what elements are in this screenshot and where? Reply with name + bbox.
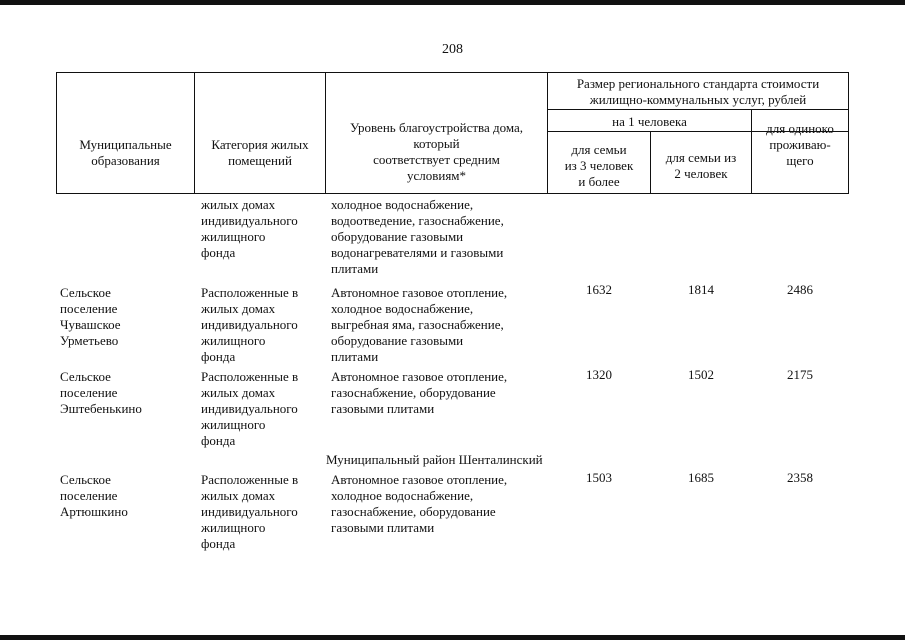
row2-level: Автономное газовое отопление, газоснабжение, оборудование газовыми плитами [331, 369, 508, 416]
row2-family2: 1502 [688, 367, 714, 382]
row1-family3: 1632 [586, 282, 612, 297]
row1-municipal: Сельское поселение Чувашское Урметьево [60, 285, 121, 348]
bottom-border [0, 635, 905, 640]
row2-municipal: Сельское поселение Эштебенькино [60, 369, 142, 416]
row1-single: 2486 [787, 282, 813, 297]
table-top-line [56, 72, 849, 73]
district-heading: Муниципальный район Шенталинский [326, 452, 543, 467]
row1-category: Расположенные в жилых домах индивидуального жилищного фонда [201, 285, 299, 364]
header-family3: для семьи из 3 человек и более [564, 142, 634, 189]
page-number: 208 [442, 42, 463, 57]
col-line-0 [56, 72, 57, 194]
header-category: Категория жилых помещений [211, 137, 309, 168]
row2-category: Расположенные в жилых домах индивидуального жилищного фонда [201, 369, 299, 448]
row3-family3: 1503 [586, 470, 612, 485]
row3-municipal: Сельское поселение Артюшкино [60, 472, 128, 519]
row0-category: жилых домах индивидуального жилищного фонда [201, 197, 298, 260]
header-per-person: на 1 человека [612, 114, 687, 129]
col-line-6 [848, 72, 849, 194]
header-standard-title: Размер регионального стандарта стоимости жилищно-коммунальных услуг, рублей [576, 76, 820, 107]
row3-family2: 1685 [688, 470, 714, 485]
col-line-1 [194, 72, 195, 194]
row3-single: 2358 [787, 470, 813, 485]
top-border [0, 0, 905, 5]
header-municipal: Муниципальные образования [79, 137, 172, 168]
header-single: для одиноко проживаю- щего [766, 121, 834, 168]
row1-family2: 1814 [688, 282, 714, 297]
header-level: Уровень благоустройства дома, который соответствует средним условиям* [349, 120, 524, 183]
standard-sub-line [547, 109, 849, 110]
header-family2: для семьи из 2 человек [665, 150, 737, 181]
row2-single: 2175 [787, 367, 813, 382]
row3-category: Расположенные в жилых домах индивидуального жилищного фонда [201, 472, 299, 551]
row2-family3: 1320 [586, 367, 612, 382]
header-bottom-line [56, 193, 849, 194]
row0-level: холодное водоснабжение, водоотведение, газоснабжение, оборудование газовыми водонагревателями и газовыми плитами [331, 197, 504, 276]
row3-level: Автономное газовое отопление, холодное водоснабжение, газоснабжение, оборудование газовыми плитами [331, 472, 508, 535]
row1-level: Автономное газовое отопление, холодное водоснабжение, выгребная яма, газоснабжение, оборудование газовыми плитами [331, 285, 508, 364]
